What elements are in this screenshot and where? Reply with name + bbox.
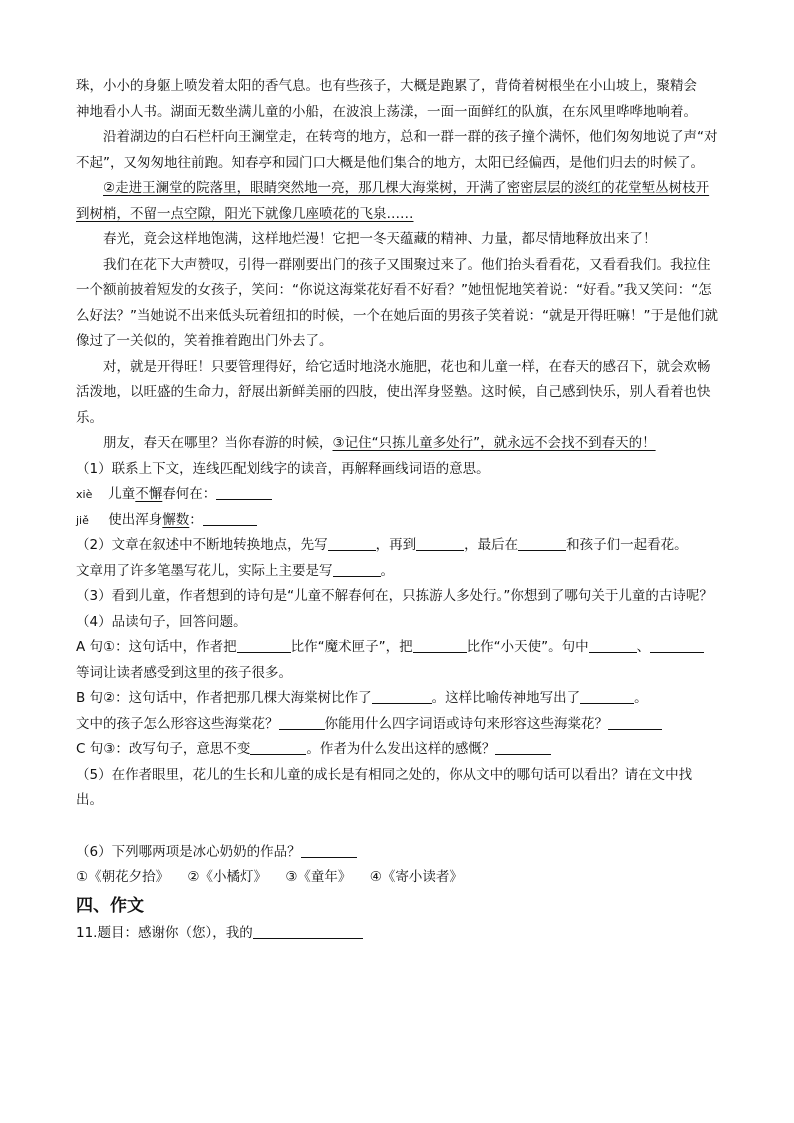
answer-blank[interactable] [237,637,291,653]
question-text: 等词让读者感受到这里的孩子很多。 [76,664,292,681]
question-4-c [76,737,718,763]
passage-paragraph-4: 春光，竟会这样地饱满，这样地烂漫！它把一冬天蕴藏的精神、力量，都尽情地释放出来了！ [103,231,657,247]
item-text: 儿童 [108,486,136,502]
passage-paragraph-2: 沿着湖边的白石栏杆向王澜堂走，在转弯的地方，总和一群一群的孩子撞个满怀，他们匆匆地说了声“对不起”，又匆匆地往前跑。知春亭和园门口大概是他们集合的地方，太阳已经偏西，是他们归去的时候了。 [76,129,718,171]
item-text: 春何在： [162,486,217,502]
passage-text: 朋友，春天在哪里？当你春游的时候， [103,435,333,451]
underlined-sentence-3: ③记住“只拣儿童多处行”，就永远不会找不到春天的！ [332,435,656,451]
question-text: 和孩子们一起看花。 [566,537,688,553]
question-text: B 句②：这句话中，作者把那几棵大海棠树比作了 [76,690,372,706]
answer-blank[interactable] [416,535,464,551]
question-2 [76,533,718,584]
question-text: （6）下列哪两项是冰心奶奶的作品？ [76,843,301,860]
question-text: （2）文章在叙述中不断地转换地点，先写 [76,537,328,553]
spacer [76,814,718,840]
answer-blank[interactable] [203,510,257,526]
answer-blank[interactable] [608,714,662,730]
answer-blank[interactable] [495,739,551,755]
question-1: （1）联系上下文，连线匹配划线字的读音，再解释画线词语的意思。 [76,460,490,477]
answer-blank[interactable] [650,637,704,653]
question-text: 文章用了许多笔墨写花儿，实际上主要是写 [76,562,333,579]
question-5: （5）在作者眼里，花儿的生长和儿童的成长是有相同之处的，你从文中的哪句话可以看出？请在文中找出。 [76,766,693,808]
essay-prompt-text: 11.题目：感谢你（您），我的 [76,924,253,941]
passage-paragraph-6: 对，就是开得旺！只要管理得好，给它适时地浇水施肥，花也和儿童一样，在春天的感召下，就会欢畅活泼地，以旺盛的生命力，舒展出新鲜美丽的四肢，使出浑身竖塾。这时候，自己感到快乐，别人看着也快乐。 [76,358,711,426]
question-1-item-b [76,508,718,534]
item-text: ： [189,511,203,528]
answer-blank[interactable] [328,535,376,551]
answer-blank[interactable] [413,637,467,653]
essay-prompt [76,921,718,947]
answer-blank[interactable] [301,842,357,858]
question-3: （3）看到儿童，作者想到的诗句是“儿童不解春何在，只拣游人多处行。”你想到了哪句关于儿童的古诗呢？ [76,588,713,604]
question-text: ，最后在 [464,537,519,553]
answer-blank[interactable] [518,535,566,551]
question-6 [76,840,718,866]
option-4[interactable]: ④《寄小读者》 [369,869,463,885]
question-text: A 句①：这句话中，作者把 [76,639,237,655]
option-3[interactable]: ③《童年》 [285,869,352,885]
question-text: 比作“小天使”。句中 [466,639,589,655]
question-text: 。这样比喻传神地写出了 [431,690,581,706]
answer-blank[interactable] [279,714,325,730]
passage-paragraph-1 [76,74,718,125]
question-1-item-a [76,482,718,508]
underlined-word: 不懈 [135,486,163,502]
question-text: 文中的孩子怎么形容这些海棠花？ [76,715,279,732]
passage-line: 珠，小小的身躯上喷发着太阳的香气息。也有些孩子，大概是跑累了，背倚着树根坐在小山坡上，聚精会 [76,78,697,94]
question-text: C 句③：改写句子，意思不变 [76,741,251,757]
question-text: ，再到 [375,537,417,553]
question-text: 。 [380,562,394,579]
question-text: 。 [634,690,648,706]
option-2[interactable]: ②《小橘灯》 [187,869,268,885]
section-heading: 四、作文 [76,895,144,916]
answer-blank[interactable] [589,637,637,653]
passage-paragraph-3 [76,176,718,227]
question-text: 、 [636,639,651,655]
question-text: 你能用什么四字词语或诗句来形容这些海棠花？ [324,715,608,732]
underlined-sentence-2: ②走进王澜堂的院落里，眼睛突然地一亮，那几棵大海棠树，开满了密密层层的淡红的花堂堑丛树枝开到树梢，不留一点空隙，阳光下就像几座喷花的飞泉…… [76,180,710,222]
question-text: 。作者为什么发出这样的感慨？ [306,741,496,757]
answer-blank[interactable] [250,739,306,755]
question-4-a [76,635,718,686]
question-4: （4）品读句子，回答问题。 [76,613,247,630]
passage-line: 神地看小人书。湖面无数坐满儿童的小船，在波浪上荡漾，一面一面鲜红的队旗，在东风里哗哗地响着。 [76,103,697,120]
pinyin-label: xiè [76,488,93,501]
pinyin-label: jiě [76,513,89,527]
underlined-word: 懈数 [162,511,190,528]
answer-blank[interactable] [216,484,272,500]
passage-paragraph-7 [76,431,718,457]
answer-blank[interactable] [372,688,432,704]
answer-blank[interactable] [253,923,363,939]
question-4-b [76,686,718,737]
answer-blank[interactable] [580,688,634,704]
item-text: 使出浑身 [108,511,163,528]
exam-page [76,74,718,946]
question-6-options [76,865,718,891]
passage-paragraph-5: 我们在花下大声赞叹，引得一群刚要出门的孩子又围聚过来了。他们抬头看看花，又看看我们。我拉住一个额前披着短发的女孩子，笑问：“你说这海棠花好看不好看？”她忸怩地笑着说：“好看。”我又笑问：“怎么好法？”当她说不出来低头玩着纽扣的时候，一个在她后面的男孩子笑着说：“就是开得旺嘛！”于是他们就像过了一关似的，笑着推着跑出门外去了。 [76,256,718,349]
option-1[interactable]: ①《朝花夕拾》 [76,869,170,885]
question-text: 比作“魔术匣子”，把 [290,639,413,655]
answer-blank[interactable] [333,561,381,577]
